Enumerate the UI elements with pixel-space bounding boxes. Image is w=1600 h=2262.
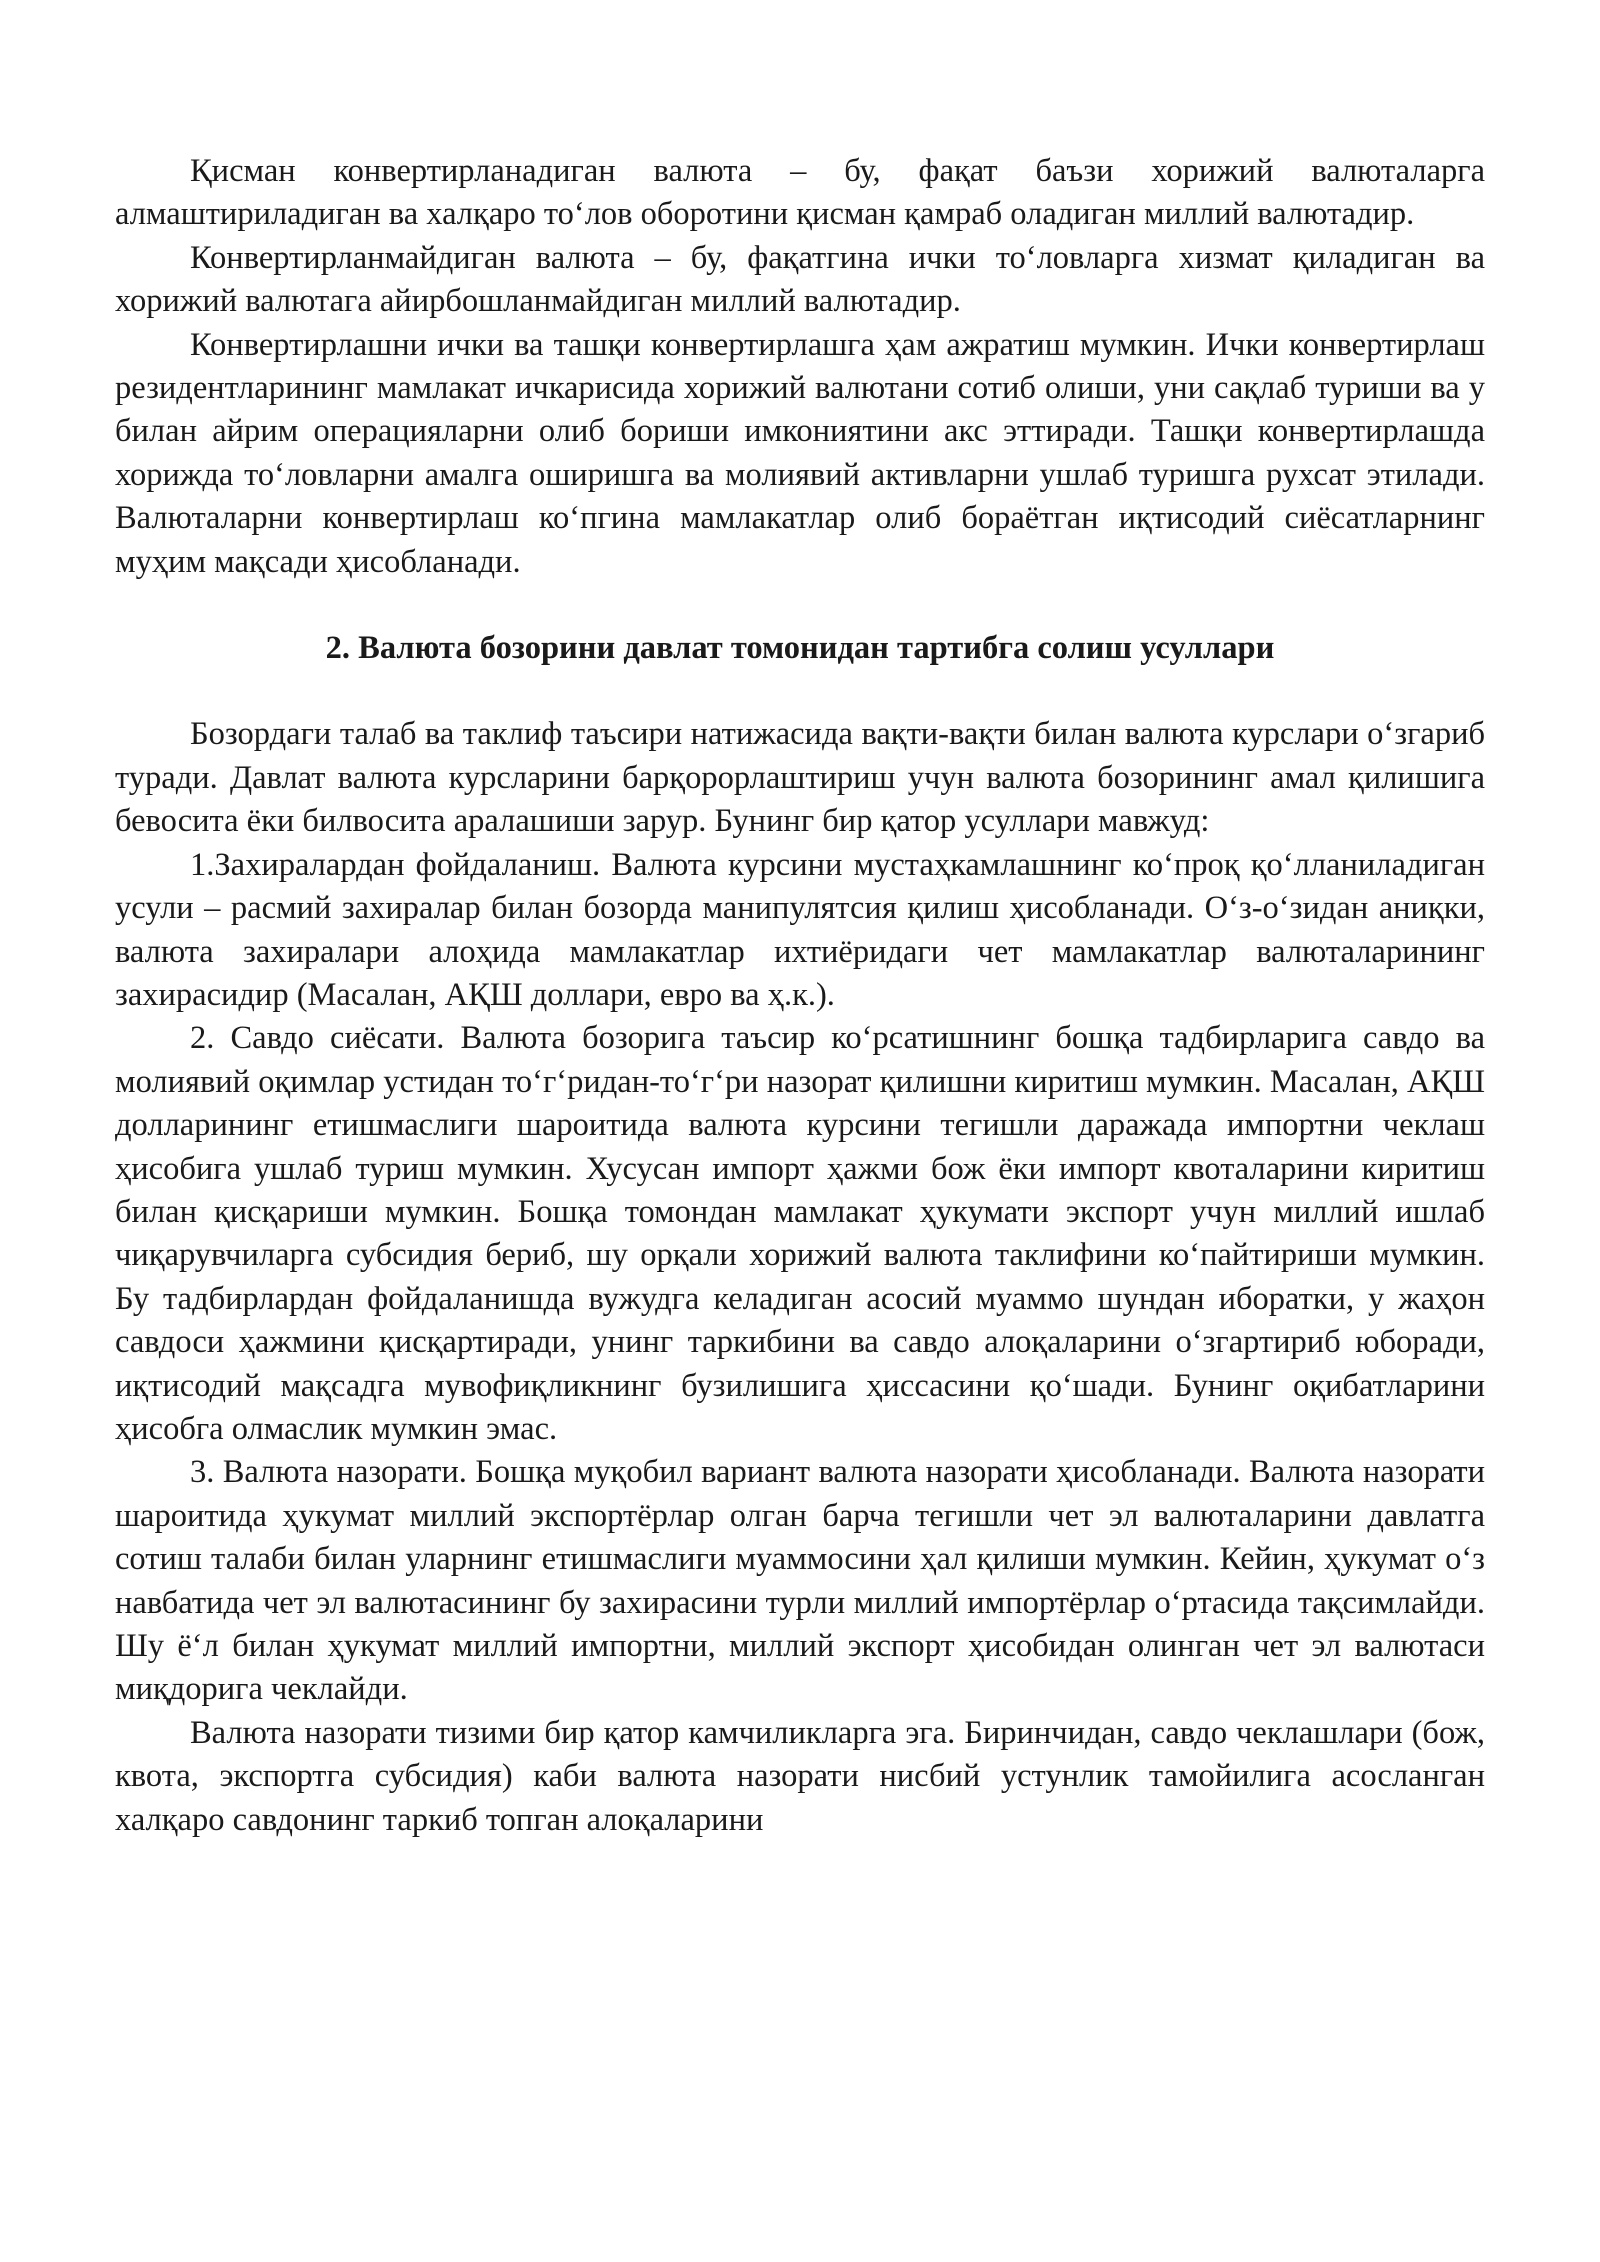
paragraph-currency-control: 3. Валюта назорати. Бошқа муқобил вариант валюта назорати ҳисобланади. Валюта назорати шароитида ҳукумат миллий экспортёрлар олган барча тегишли чет эл валюталарини давлатга сотиш талаби билан уларнинг етишмаслиги муаммосини ҳал қилиши мумкин. Кейин, ҳукумат о‘з навбатида чет эл валютасининг бу захирасини турли миллий импортёрлар о‘ртасида тақсимлайди. Шу ё‘л билан ҳукумат миллий импортни, миллий экспорт ҳисобидан олинган чет эл валютаси миқдорига чеклайди. bbox=[115, 1454, 1485, 1708]
paragraph-market-intro: Бозордаги талаб ва таклиф таъсири натижасида вақти-вақти билан валюта курслари о‘згариб туради. Давлат валюта курсларини барқорорлаштириш учун валюта бозорининг амал қилишига бевосита ёки билвосита аралашиши зарур. Бунинг бир қатор усуллари мавжуд: bbox=[115, 716, 1485, 840]
paragraph-non-convertible-currency: Конвертирланмайдиган валюта – бу, фақатгина ички то‘ловларга хизмат қиладиган ва хорижий валютага айирбошланмайдиган миллий валютадир. bbox=[115, 239, 1485, 320]
paragraph-reserves: 1.Захиралардан фойдаланиш. Валюта курсини мустаҳкамлашнинг ко‘проқ қо‘лланиладиган усули – расмий захиралар билан бозорда манипулятсия қилиш ҳисобланади. О‘з-о‘зидан аниқки, валюта захиралари алоҳида мамлакатлар ихтиёридаги чет мамлакатлар валюталарининг захирасидир (Масалан, АҚШ доллари, евро ва ҳ.к.). bbox=[115, 846, 1485, 1013]
paragraph-internal-external-convertibility: Конвертирлашни ички ва ташқи конвертирлашга ҳам ажратиш мумкин. Ички конвертирлаш резидентларининг мамлакат ичкарисида хорижий валютани сотиб олиши, уни сақлаб туриши ва у билан айрим операцияларни олиб бориши имкониятини акс эттиради. Ташқи конвертирлашда хорижда то‘ловларни амалга оширишга ва молиявий активларни ушлаб туришга рухсат этилади. Валюталарни конвертирлаш ко‘пгина мамлакатлар олиб бораётган иқтисодий сиёсатларнинг муҳим мақсади ҳисобланади. bbox=[115, 326, 1485, 580]
paragraph-trade-policy: 2. Савдо сиёсати. Валюта бозорига таъсир ко‘рсатишнинг бошқа тадбирларига савдо ва молиявий оқимлар устидан то‘г‘ридан-то‘г‘ри назорат қилишни киритиш мумкин. Масалан, АҚШ долларининг етишмаслиги шароитида валюта курсини тегишли даражада импортни чеклаш ҳисобига ушлаб туриш мумкин. Хусусан импорт ҳажми бож ёки импорт квоталарини киритиш билан қисқариши мумкин. Бошқа томондан мамлакат ҳукумати экспорт учун миллий ишлаб чиқарувчиларга субсидия бериб, шу орқали хорижий валюта таклифини ко‘пайтириши мумкин. Бу тадбирлардан фойдаланишда вужудга келадиган асосий муаммо шундан иборатки, у жаҳон савдоси ҳажмини қисқартиради, унинг таркибини ва савдо алоқаларини о‘згартириб юборади, иқтисодий мақсадга мувофиқликнинг бузилишига ҳиссасини қо‘шади. Бунинг оқибатларини ҳисобга олмаслик мумкин эмас. bbox=[115, 1020, 1485, 1447]
paragraph-control-drawbacks: Валюта назорати тизими бир қатор камчиликларга эга. Биринчидан, савдо чеклашлари (бож, квота, экспортга субсидия) каби валюта назорати нисбий устунлик тамойилига асосланган халқаро савдонинг таркиб топган алоқаларини bbox=[115, 1714, 1485, 1838]
paragraph-partially-convertible-currency: Қисман конвертирланадиган валюта – бу, фақат баъзи хорижий валюталарга алмаштириладиган ва халқаро то‘лов оборотини қисман қамраб оладиган миллий валютадир. bbox=[115, 153, 1485, 233]
section-heading: 2. Валюта бозорини давлат томонидан тартибга солиш усуллари bbox=[325, 630, 1275, 667]
document-page bbox=[115, 150, 1485, 1842]
